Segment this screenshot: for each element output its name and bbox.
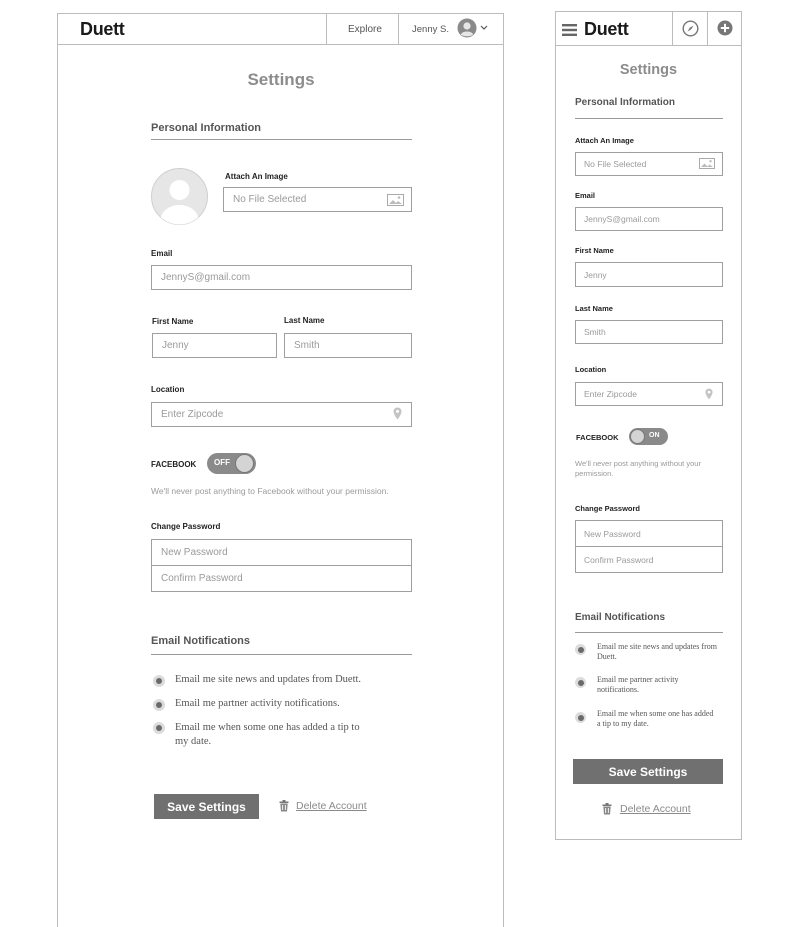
map-pin-icon [705, 388, 713, 400]
new-password-placeholder: New Password [584, 528, 641, 539]
toggle-knob [630, 429, 645, 444]
section-divider [575, 118, 723, 119]
facebook-helper-text: We'll never post anything without your permission. [575, 459, 701, 478]
confirm-password-field[interactable] [151, 565, 412, 592]
first-name-field[interactable] [575, 262, 723, 287]
first-name-label: First Name [152, 317, 194, 326]
attach-image-label: Attach An Image [575, 136, 634, 145]
header-divider [707, 12, 708, 46]
notification-option-1: Email me site news and updates from Duett. [175, 674, 362, 685]
facebook-label: FACEBOOK [151, 460, 197, 469]
facebook-toggle-state: OFF [214, 458, 230, 467]
location-label: Location [151, 385, 185, 394]
header-divider [326, 14, 327, 45]
facebook-toggle[interactable] [629, 428, 668, 445]
email-value: JennyS@gmail.com [161, 272, 251, 283]
image-icon [387, 194, 404, 206]
menu-icon[interactable] [562, 24, 577, 36]
desktop-frame [57, 13, 504, 927]
location-field[interactable] [575, 382, 723, 406]
confirm-password-field[interactable] [575, 546, 723, 573]
location-placeholder: Enter Zipcode [161, 409, 224, 420]
delete-account-link[interactable]: Delete Account [296, 800, 367, 812]
avatar-icon[interactable] [457, 18, 477, 38]
user-name[interactable]: Jenny S. [412, 24, 449, 35]
map-pin-icon [393, 407, 402, 420]
header-bottom-border [58, 44, 503, 45]
email-field[interactable] [151, 265, 412, 290]
confirm-password-placeholder: Confirm Password [161, 573, 243, 584]
app-logo[interactable]: Duett [80, 19, 125, 39]
last-name-label: Last Name [575, 304, 613, 313]
chevron-down-icon[interactable] [480, 25, 488, 31]
confirm-password-placeholder: Confirm Password [584, 554, 654, 565]
location-placeholder: Enter Zipcode [584, 389, 637, 399]
section-divider [575, 632, 723, 633]
section-title-notifications: Email Notifications [151, 635, 251, 647]
last-name-value: Smith [584, 327, 606, 337]
new-password-field[interactable] [151, 539, 412, 566]
delete-account-link[interactable]: Delete Account [620, 803, 691, 815]
trash-icon[interactable] [602, 803, 612, 815]
first-name-field[interactable] [152, 333, 277, 358]
last-name-label: Last Name [284, 316, 325, 325]
attach-image-field[interactable] [223, 187, 412, 212]
header-divider [398, 14, 399, 45]
change-password-label: Change Password [151, 522, 221, 531]
trash-icon[interactable] [279, 800, 289, 812]
location-field[interactable] [151, 402, 412, 427]
attach-image-value: No File Selected [584, 159, 647, 169]
section-title-notifications: Email Notifications [575, 612, 666, 623]
toggle-knob [235, 454, 254, 473]
facebook-helper-text: We'll never post anything to Facebook without your permission. [151, 486, 389, 496]
nav-explore-link[interactable]: Explore [348, 24, 382, 35]
avatar-placeholder-icon[interactable] [151, 168, 208, 225]
notification-radio[interactable] [575, 712, 586, 723]
notification-radio[interactable] [153, 722, 165, 734]
notification-option-3: Email me when some one has added a tip to my date. [175, 722, 360, 747]
new-password-field[interactable] [575, 520, 723, 547]
app-logo[interactable]: Duett [584, 19, 629, 39]
first-name-value: Jenny [584, 269, 607, 280]
new-password-placeholder: New Password [161, 547, 228, 558]
page-title: Settings [619, 62, 678, 78]
save-settings-button[interactable]: Save Settings [573, 759, 723, 784]
first-name-value: Jenny [162, 340, 189, 351]
location-label: Location [575, 365, 607, 374]
change-password-label: Change Password [575, 504, 641, 513]
last-name-value: Smith [294, 340, 320, 351]
facebook-toggle-state: ON [649, 432, 660, 439]
facebook-label: FACEBOOK [576, 433, 619, 442]
notification-radio[interactable] [575, 644, 586, 655]
header-divider [672, 12, 673, 46]
section-divider [151, 654, 412, 655]
section-title-personal: Personal Information [575, 97, 676, 108]
save-settings-button[interactable]: Save Settings [154, 794, 259, 819]
page-title: Settings [247, 70, 315, 89]
email-label: Email [575, 191, 596, 200]
notification-radio[interactable] [153, 699, 165, 711]
email-value: JennyS@gmail.com [584, 214, 660, 224]
notification-option-2: Email me partner activity notifications. [597, 675, 679, 694]
section-divider [151, 139, 412, 140]
attach-image-label: Attach An Image [225, 172, 288, 181]
notification-radio[interactable] [575, 677, 586, 688]
last-name-field[interactable] [284, 333, 412, 358]
compass-icon[interactable] [682, 20, 699, 37]
email-field[interactable] [575, 207, 723, 231]
notification-radio[interactable] [153, 675, 165, 687]
last-name-field[interactable] [575, 320, 723, 344]
plus-circle-icon[interactable] [717, 20, 733, 36]
attach-image-value: No File Selected [233, 194, 307, 205]
notification-option-2: Email me partner activity notifications. [175, 698, 340, 709]
header-bottom-border [556, 45, 741, 46]
first-name-label: First Name [575, 246, 614, 255]
facebook-toggle[interactable] [207, 453, 256, 474]
notification-option-3: Email me when some one has added a tip to my date. [597, 709, 714, 728]
notification-option-1: Email me site news and updates from Duett. [597, 642, 717, 661]
image-icon [699, 158, 715, 169]
mobile-frame [555, 11, 742, 840]
section-title-personal: Personal Information [151, 122, 262, 134]
email-label: Email [151, 249, 173, 258]
